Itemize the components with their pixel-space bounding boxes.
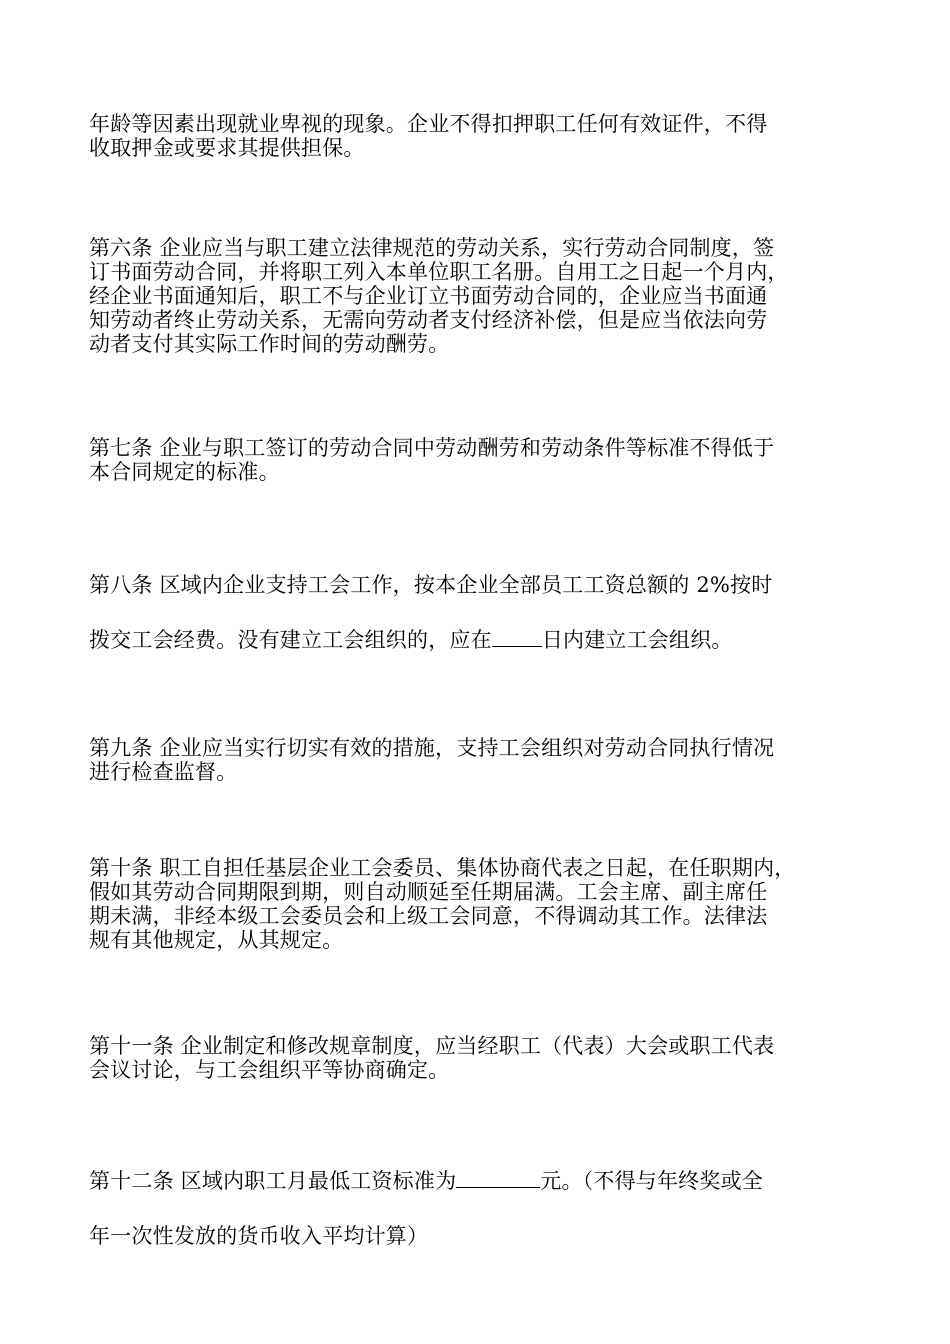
text-line [89,1169,869,1193]
text-line: 收取押金或要求其提供担保。 [89,136,365,160]
fill-in-blank [456,1169,540,1188]
text-line [89,628,869,652]
text-line: 知劳动者终止劳动关系，无需向劳动者支付经济补偿，但是应当依法向劳 [89,308,768,332]
article-10-paragraph [89,856,869,952]
paragraph-continuation [89,112,869,160]
text-line: 第六条 企业应当与职工建立法律规范的劳动关系，实行劳动合同制度，签 [89,236,775,260]
text-line: 订书面劳动合同，并将职工列入本单位职工名册。自用工之日起一个月内， [89,260,789,284]
text-segment: 日内建立工会组织。 [541,628,733,652]
article-12-paragraph [89,1169,869,1248]
text-segment: 拨交工会经费。没有建立工会组织的，应在 [89,628,492,652]
text-line: 第八条 区域内企业支持工会工作，按本企业全部员工工资总额的 2%按时 [89,573,773,597]
text-line: 经企业书面通知后，职工不与企业订立书面劳动合同的，企业应当书面通 [89,284,768,308]
text-segment: 元。（不得与年终奖或全 [540,1169,763,1193]
article-6-paragraph [89,236,869,356]
text-segment: 第十二条 区域内职工月最低工资标准为 [89,1169,457,1193]
text-line: 动者支付其实际工作时间的劳动酬劳。 [89,332,450,356]
fill-in-blank [492,628,542,647]
text-line: 年龄等因素出现就业卑视的现象。企业不得扣押职工任何有效证件，不得 [89,112,768,136]
text-line: 年一次性发放的货币收入平均计算） [89,1224,429,1248]
text-line: 第十条 职工自担任基层企业工会委员、集体协商代表之日起，在任职期内， [89,856,796,880]
text-line: 第九条 企业应当实行切实有效的措施，支持工会组织对劳动合同执行情况 [89,736,775,760]
text-line: 会议讨论，与工会组织平等协商确定。 [89,1058,450,1082]
text-line: 本合同规定的标准。 [89,460,280,484]
text-line: 第十一条 企业制定和修改规章制度，应当经职工（代表）大会或职工代表 [89,1034,775,1058]
article-9-paragraph [89,736,869,784]
text-line: 规有其他规定，从其规定。 [89,928,344,952]
text-line: 期未满，非经本级工会委员会和上级工会同意，不得调动其工作。法律法 [89,904,768,928]
text-line: 进行检查监督。 [89,760,238,784]
article-7-paragraph [89,436,869,484]
article-11-paragraph [89,1034,869,1082]
article-8-paragraph [89,573,869,652]
text-line: 第七条 企业与职工签订的劳动合同中劳动酬劳和劳动条件等标准不得低于 [89,436,775,460]
text-line: 假如其劳动合同期限到期，则自动顺延至任期届满。工会主席、副主席任 [89,880,768,904]
